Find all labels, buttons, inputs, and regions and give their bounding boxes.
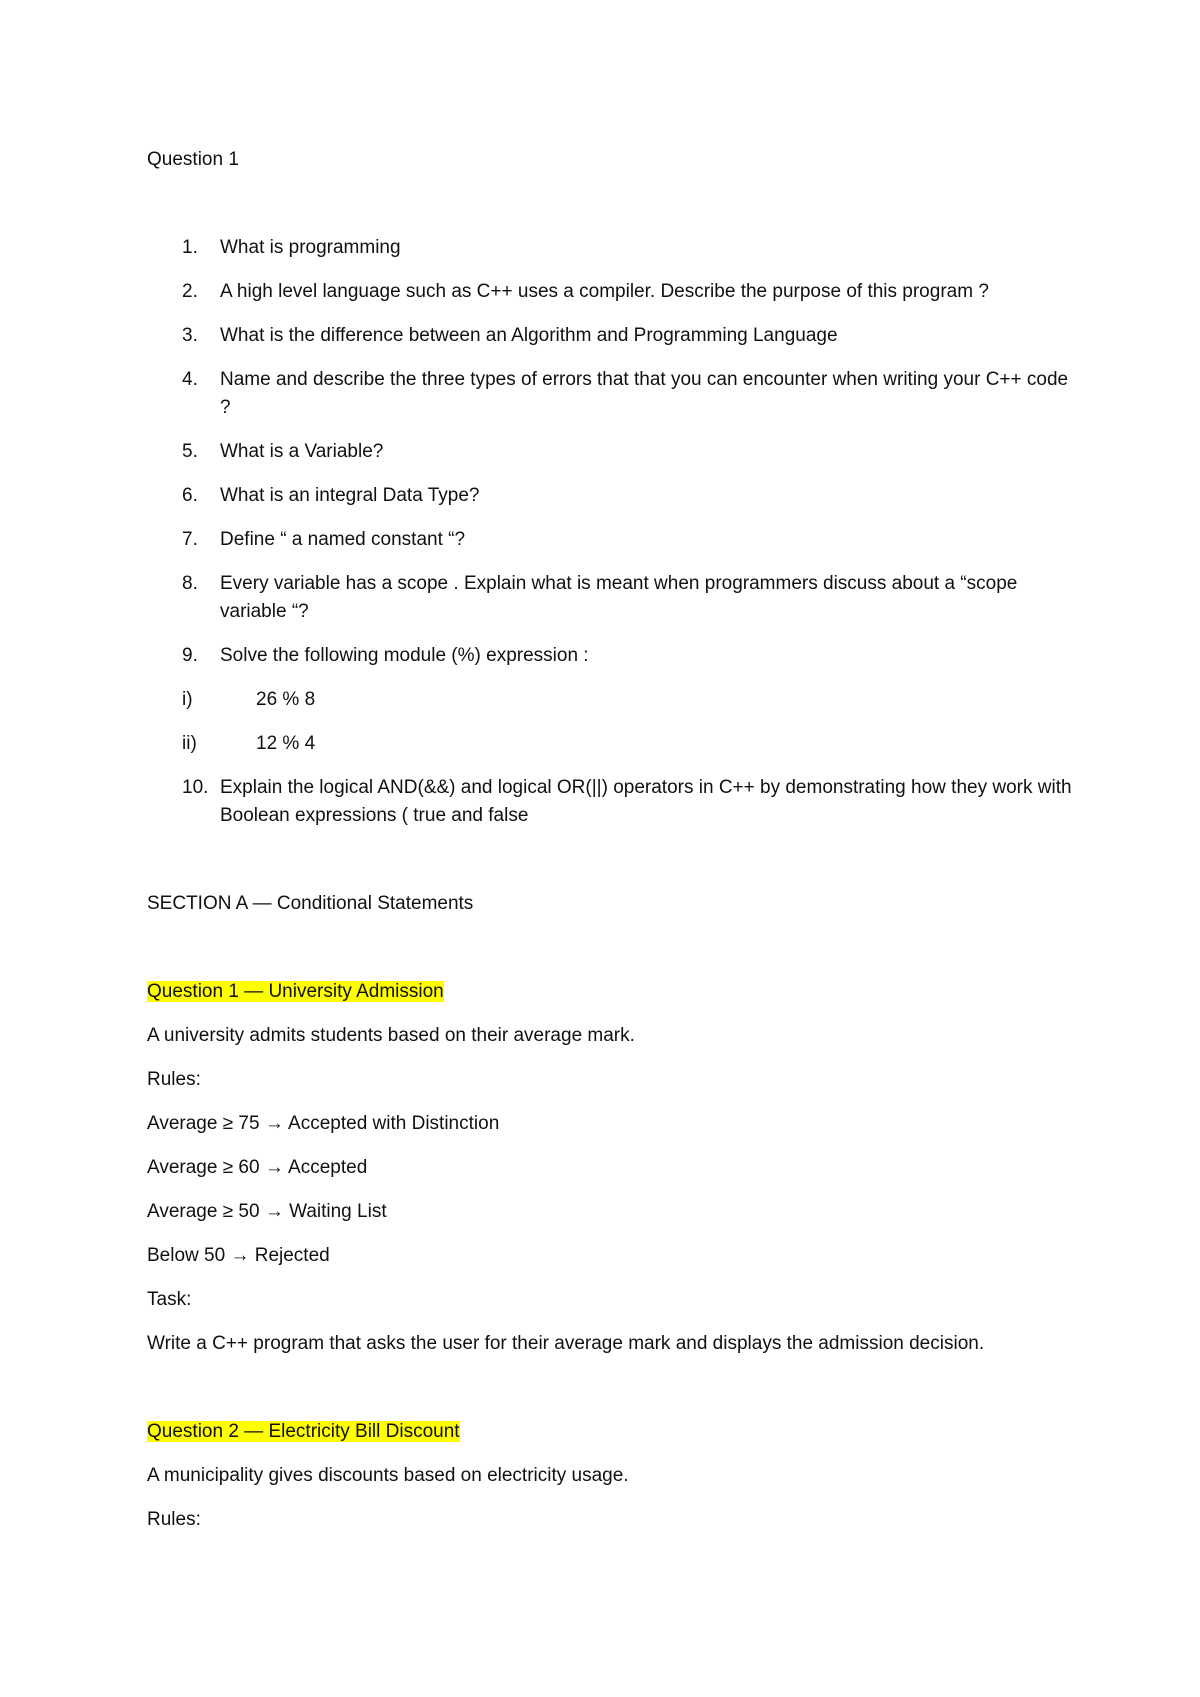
rule-line: Average ≥ 50 → Waiting List	[147, 1201, 387, 1222]
question-1-task-label: Task:	[147, 1289, 192, 1310]
rule-line: Below 50 → Rejected	[147, 1245, 330, 1266]
list-item-number: 8.	[182, 573, 198, 594]
section-title: SECTION A — Conditional Statements	[147, 893, 474, 914]
question-1-title-block	[147, 978, 1077, 1006]
rule-line: Average ≥ 75 → Accepted with Distinction	[147, 1113, 500, 1134]
list-item	[147, 642, 1077, 670]
sub-list-item-text: 12 % 4	[256, 733, 316, 754]
list-item-text: What is the difference between an Algorithm and Programming Language	[220, 325, 838, 346]
sub-list-item-text: 26 % 8	[256, 689, 316, 710]
list-item-number: 10.	[182, 777, 209, 798]
question-heading: Question 1	[147, 149, 239, 170]
document-page	[147, 146, 1077, 1534]
list-item	[147, 774, 1077, 830]
list-item-text: A high level language such as C++ uses a compiler. Describe the purpose of this program ?	[220, 281, 989, 302]
list-item-text: What is programming	[220, 237, 401, 258]
list-item-text: Define “ a named constant “?	[220, 529, 466, 550]
list-item-number: 2.	[182, 281, 198, 302]
list-item-text: What is an integral Data Type?	[220, 485, 480, 506]
list-item-number: 7.	[182, 529, 198, 550]
sub-list-item	[147, 730, 1077, 758]
question-1-title: Question 1 — University Admission	[147, 981, 444, 1002]
question-2-title-block	[147, 1418, 1077, 1446]
list-item	[147, 322, 1077, 350]
sub-list-item	[147, 686, 1077, 714]
list-item	[147, 234, 1077, 262]
list-item	[147, 526, 1077, 554]
list-item	[147, 278, 1077, 306]
list-item-number: 6.	[182, 485, 198, 506]
list-item	[147, 366, 1077, 422]
list-item-number: 1.	[182, 237, 198, 258]
question-2-title: Question 2 — Electricity Bill Discount	[147, 1421, 460, 1442]
question-list	[147, 234, 1077, 670]
list-item	[147, 482, 1077, 510]
list-item-text: What is a Variable?	[220, 441, 384, 462]
rule-line: Average ≥ 60 → Accepted	[147, 1157, 368, 1178]
list-item-number: 3.	[182, 325, 198, 346]
list-item-number: 9.	[182, 645, 198, 666]
list-item-text: Explain the logical AND(&&) and logical OR(||) operators in C++ by demonstrating how they work with Boolean expressions ( true and false	[220, 777, 1072, 826]
list-item-text: Every variable has a scope . Explain what is meant when programmers discuss about a “scope variable “?	[220, 573, 1018, 622]
list-item	[147, 438, 1077, 466]
list-item-number: 4.	[182, 369, 198, 390]
list-item	[147, 570, 1077, 626]
question-1-intro: A university admits students based on their average mark.	[147, 1025, 635, 1046]
list-item-text: Solve the following module (%) expression :	[220, 645, 589, 666]
question-1-rules-label: Rules:	[147, 1069, 201, 1090]
sub-list-item-number: ii)	[182, 733, 197, 754]
question-2-rules-label: Rules:	[147, 1509, 201, 1530]
list-item-text: Name and describe the three types of errors that that you can encounter when writing your C++ code ?	[220, 369, 1069, 418]
sub-list-item-number: i)	[182, 689, 193, 710]
question-1-task: Write a C++ program that asks the user for their average mark and displays the admission decision.	[147, 1333, 985, 1354]
question-2-intro: A municipality gives discounts based on electricity usage.	[147, 1465, 629, 1486]
list-item-number: 5.	[182, 441, 198, 462]
